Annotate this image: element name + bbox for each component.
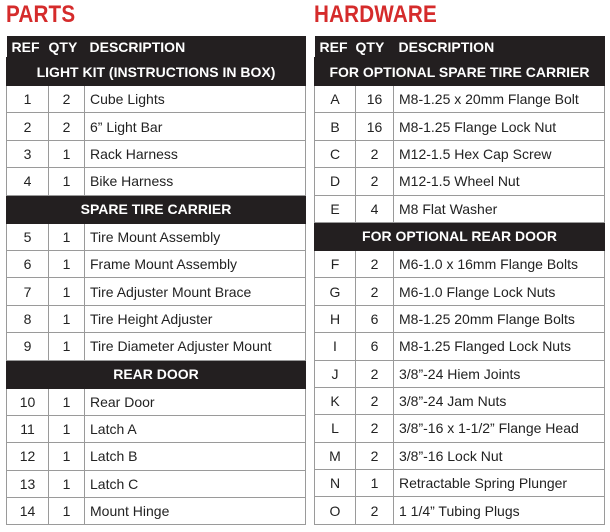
ref-cell: 7 [7,278,49,305]
table-row [7,443,306,470]
description-cell: M8 Flat Washer [394,195,605,222]
description-cell: Retractable Spring Plunger [394,470,605,497]
table-row [7,415,306,442]
table-row [315,140,605,167]
qty-cell: 1 [356,470,394,497]
qty-cell: 2 [356,278,394,305]
table-row [7,250,306,277]
qty-cell: 1 [49,415,85,442]
qty-cell: 16 [356,113,394,140]
ref-cell: O [315,497,356,524]
table-row [315,278,605,305]
table-row [315,442,605,469]
qty-cell: 1 [49,250,85,277]
description-cell: 3/8”-24 Hiem Joints [394,360,605,387]
table-row [7,223,306,250]
description-column-header: DESCRIPTION [85,36,306,58]
ref-cell: D [315,168,356,195]
description-cell: M6-1.0 Flange Lock Nuts [394,278,605,305]
ref-cell: C [315,140,356,167]
description-cell: Latch A [85,415,306,442]
description-cell: Cube Lights [85,86,306,113]
description-cell: 3/8”-24 Jam Nuts [394,387,605,414]
section-title: LIGHT KIT (INSTRUCTIONS IN BOX) [7,58,306,86]
qty-cell: 1 [49,470,85,497]
table-row [315,168,605,195]
section-header [7,58,306,86]
qty-cell: 2 [49,113,85,140]
ref-cell: 2 [7,113,49,140]
section-title: FOR OPTIONAL REAR DOOR [315,222,605,250]
hardware-table-body [315,36,605,524]
qty-cell: 2 [356,168,394,195]
qty-cell: 6 [356,333,394,360]
description-cell: Frame Mount Assembly [85,250,306,277]
section-header [7,360,306,388]
qty-cell: 1 [49,223,85,250]
ref-cell: 1 [7,86,49,113]
table-row [315,195,605,222]
qty-cell: 16 [356,86,394,113]
hardware-heading: HARDWARE [314,1,437,28]
table-row [315,497,605,524]
description-cell: Latch B [85,443,306,470]
qty-cell: 2 [356,497,394,524]
qty-cell: 1 [49,498,85,525]
table-row [315,86,605,113]
table-row [315,333,605,360]
qty-column-header: QTY [49,36,85,58]
qty-cell: 1 [49,278,85,305]
qty-cell: 6 [356,305,394,332]
table-row [7,278,306,305]
description-cell: Latch C [85,470,306,497]
table-row [7,86,306,113]
qty-cell: 1 [49,168,85,195]
section-title: REAR DOOR [7,360,306,388]
ref-cell: K [315,387,356,414]
section-header [315,222,605,250]
description-cell: M8-1.25 Flange Lock Nut [394,113,605,140]
description-cell: M12-1.5 Wheel Nut [394,168,605,195]
table-row [7,470,306,497]
description-cell: 6” Light Bar [85,113,306,140]
ref-cell: 8 [7,305,49,332]
parts-table [6,36,306,525]
ref-cell: H [315,305,356,332]
description-cell: Rear Door [85,388,306,415]
description-cell: M6-1.0 x 16mm Flange Bolts [394,250,605,277]
ref-cell: J [315,360,356,387]
description-cell: M8-1.25 Flanged Lock Nuts [394,333,605,360]
qty-cell: 2 [356,250,394,277]
ref-cell: 12 [7,443,49,470]
qty-cell: 2 [356,360,394,387]
parts-heading: PARTS [6,1,76,28]
parts-table-body [7,36,306,525]
ref-cell: 13 [7,470,49,497]
ref-cell: 6 [7,250,49,277]
parts-column-headers [7,36,306,58]
hardware-column [314,0,605,525]
table-row [7,168,306,195]
description-cell: 1 1/4” Tubing Plugs [394,497,605,524]
qty-cell: 1 [49,305,85,332]
ref-cell: 5 [7,223,49,250]
qty-cell: 1 [49,333,85,360]
table-row [7,305,306,332]
ref-cell: F [315,250,356,277]
qty-cell: 2 [356,140,394,167]
table-row [315,113,605,140]
description-cell: Tire Diameter Adjuster Mount [85,333,306,360]
qty-column-header: QTY [356,36,394,58]
table-row [315,415,605,442]
ref-column-header: REF [7,36,49,58]
description-cell: M12-1.5 Hex Cap Screw [394,140,605,167]
qty-cell: 4 [356,195,394,222]
table-row [7,388,306,415]
ref-cell: A [315,86,356,113]
table-row [315,305,605,332]
ref-cell: B [315,113,356,140]
qty-cell: 1 [49,140,85,167]
table-row [7,498,306,525]
qty-cell: 2 [356,442,394,469]
description-cell: 3/8”-16 x 1-1/2” Flange Head [394,415,605,442]
description-cell: M8-1.25 20mm Flange Bolts [394,305,605,332]
qty-cell: 1 [49,388,85,415]
qty-cell: 2 [356,387,394,414]
qty-cell: 2 [49,86,85,113]
table-row [7,140,306,167]
ref-cell: 14 [7,498,49,525]
hardware-table [314,36,605,525]
ref-cell: L [315,415,356,442]
description-column-header: DESCRIPTION [394,36,605,58]
ref-cell: 10 [7,388,49,415]
hardware-column-headers [315,36,605,58]
ref-cell: N [315,470,356,497]
section-title: FOR OPTIONAL SPARE TIRE CARRIER [315,58,605,86]
ref-cell: G [315,278,356,305]
description-cell: Rack Harness [85,140,306,167]
description-cell: 3/8”-16 Lock Nut [394,442,605,469]
table-row [315,360,605,387]
section-header [315,58,605,86]
table-row [7,113,306,140]
ref-cell: 11 [7,415,49,442]
ref-cell: E [315,195,356,222]
parts-column [6,0,306,525]
description-cell: Mount Hinge [85,498,306,525]
description-cell: Tire Height Adjuster [85,305,306,332]
description-cell: Bike Harness [85,168,306,195]
qty-cell: 2 [356,415,394,442]
description-cell: Tire Adjuster Mount Brace [85,278,306,305]
ref-column-header: REF [315,36,356,58]
table-row [315,387,605,414]
table-row [315,470,605,497]
section-header [7,195,306,223]
table-row [315,250,605,277]
ref-cell: 3 [7,140,49,167]
section-title: SPARE TIRE CARRIER [7,195,306,223]
ref-cell: M [315,442,356,469]
ref-cell: 4 [7,168,49,195]
table-row [7,333,306,360]
description-cell: M8-1.25 x 20mm Flange Bolt [394,86,605,113]
ref-cell: I [315,333,356,360]
ref-cell: 9 [7,333,49,360]
description-cell: Tire Mount Assembly [85,223,306,250]
qty-cell: 1 [49,443,85,470]
